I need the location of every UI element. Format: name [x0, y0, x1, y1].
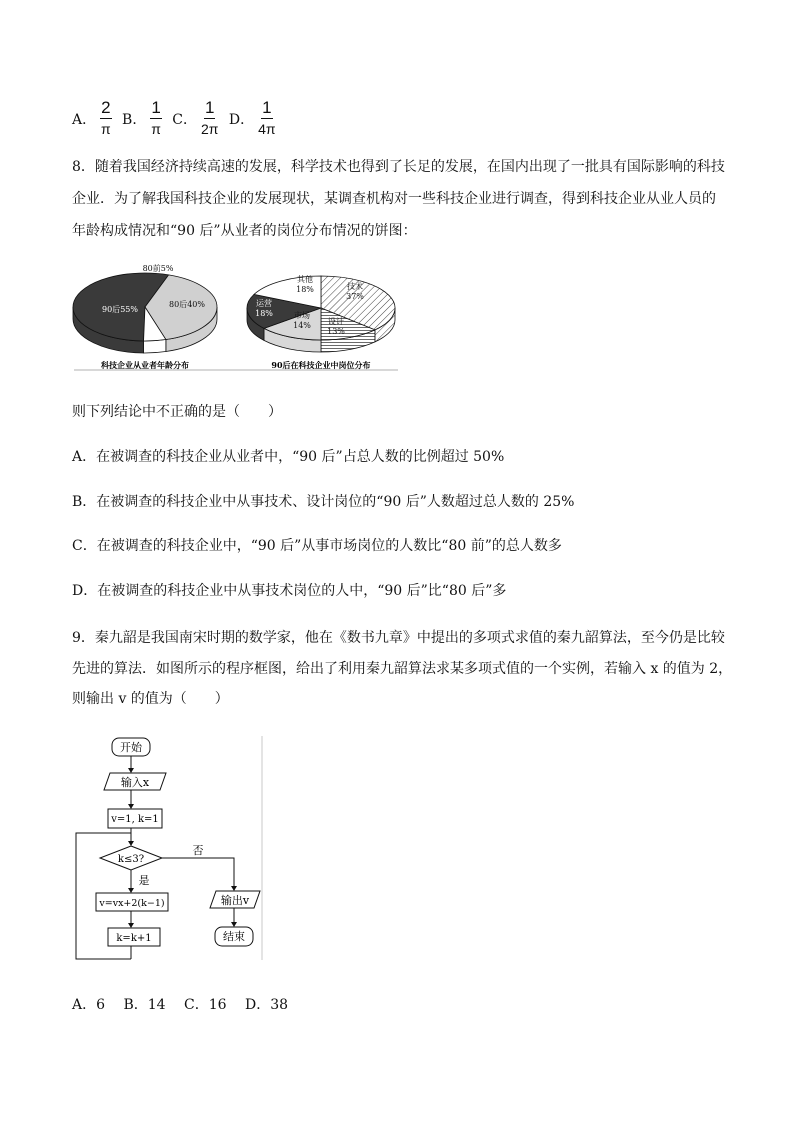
q8-stem-line-3: 年龄构成情况和“90 后”从业者的岗位分布情况的饼图：	[72, 223, 417, 239]
q8-question: 则下列结论中不正确的是（ ）	[72, 404, 282, 420]
no-branch-label: 否	[192, 844, 204, 857]
pie-value-label-1: 13%	[327, 327, 345, 336]
q7-option-a-fraction	[100, 98, 111, 139]
start-label: 开始	[120, 741, 142, 754]
q8-option-a: A．在被调查的科技企业从业者中，“90 后”占总人数的比例超过 50%	[72, 449, 505, 465]
q8-stem-line-1: 8．随着我国经济持续高速的发展，科学技术也得到了长足的发展，在国内出现了一批具有国际影响的科技	[72, 159, 725, 175]
init-label: v=1, k=1	[111, 814, 159, 825]
pie-title: 90后在科技企业中岗位分布	[271, 360, 371, 370]
q7-option-d-den: 4π	[258, 121, 276, 137]
q7-option-d-num: 1	[262, 98, 272, 117]
q7-option-b-label: B．	[122, 111, 147, 128]
q7-option-c-num: 1	[204, 98, 215, 117]
q9-stem-line-2: 先进的算法．如图所示的程序框图，给出了利用秦九韶算法求某多项式值的一个实例，若输入 x 的值为 2，	[72, 661, 733, 677]
pie-label-4: 其他	[297, 275, 313, 284]
q7-options	[72, 98, 282, 139]
q7-option-d-label: D．	[228, 111, 255, 128]
q7-option-c-den: 2π	[200, 121, 219, 137]
q7-option-b-num: 1	[151, 98, 161, 117]
position-pie-chart	[247, 274, 395, 370]
pie-value-label-0: 37%	[346, 292, 364, 301]
input-label: 输入x	[120, 776, 150, 789]
q7-option-d-fraction	[258, 98, 275, 139]
q8-option-d: D．在被调查的科技企业中从事技术岗位的人中，“90 后”比“80 后”多	[72, 583, 507, 599]
condition-label: k≤3?	[117, 854, 145, 865]
pie-label-0: 技术	[347, 282, 363, 291]
pie-value-label-4: 18%	[296, 285, 314, 294]
q7-option-a-num: 2	[101, 98, 111, 117]
pie-value-label-2: 14%	[293, 321, 311, 330]
yes-branch-label: 是	[138, 874, 150, 887]
pie-label-0: 90后55%	[102, 305, 138, 314]
update-v-label: v=vx+2(k−1)	[99, 898, 165, 909]
age-pie-chart	[73, 263, 217, 370]
q7-option-b-den: π	[151, 121, 161, 137]
pie-label-2: 80前5%	[142, 264, 174, 273]
q9-stem-line-3: 则输出 v 的值为（ ）	[72, 691, 229, 707]
q9-options: A．6 B．14 C．16 D．38	[72, 997, 289, 1013]
q7-option-a-label: A．	[72, 111, 97, 128]
pie-label-3: 运营	[256, 299, 272, 308]
q9-stem-line-1: 9．秦九韶是我国南宋时期的数学家，他在《数书九章》中提出的多项式求值的秦九韶算法，至今仍是比较	[72, 630, 725, 646]
pie-wall-5	[144, 340, 166, 353]
q9-flowchart	[70, 730, 270, 966]
update-k-label: k=k+1	[116, 933, 152, 944]
pie-label-2: 市场	[294, 311, 310, 320]
q7-option-c-label: C．	[172, 111, 197, 128]
q7-option-c-fraction	[201, 98, 218, 139]
pie-label-1: 设计	[328, 317, 344, 326]
q7-option-b-fraction	[150, 98, 161, 139]
q8-option-b: B．在被调查的科技企业中从事技术、设计岗位的“90 后”人数超过总人数的 25%	[72, 494, 575, 510]
pie-value-label-3: 18%	[255, 309, 273, 318]
q7-option-a-den: π	[101, 121, 111, 137]
q8-pie-charts-figure	[70, 258, 400, 376]
end-label: 结束	[223, 930, 245, 943]
pie-label-1: 80后40%	[169, 300, 205, 309]
q8-option-c: C．在被调查的科技企业中，“90 后”从事市场岗位的人数比“80 前”的总人数多	[72, 538, 562, 554]
output-label: 输出v	[220, 894, 250, 907]
q8-stem-line-2: 企业．为了解我国科技企业的发展现状，某调查机构对一些科技企业进行调查，得到科技企业从业人员的	[72, 191, 716, 207]
pie-title: 科技企业从业者年龄分布	[101, 360, 189, 370]
